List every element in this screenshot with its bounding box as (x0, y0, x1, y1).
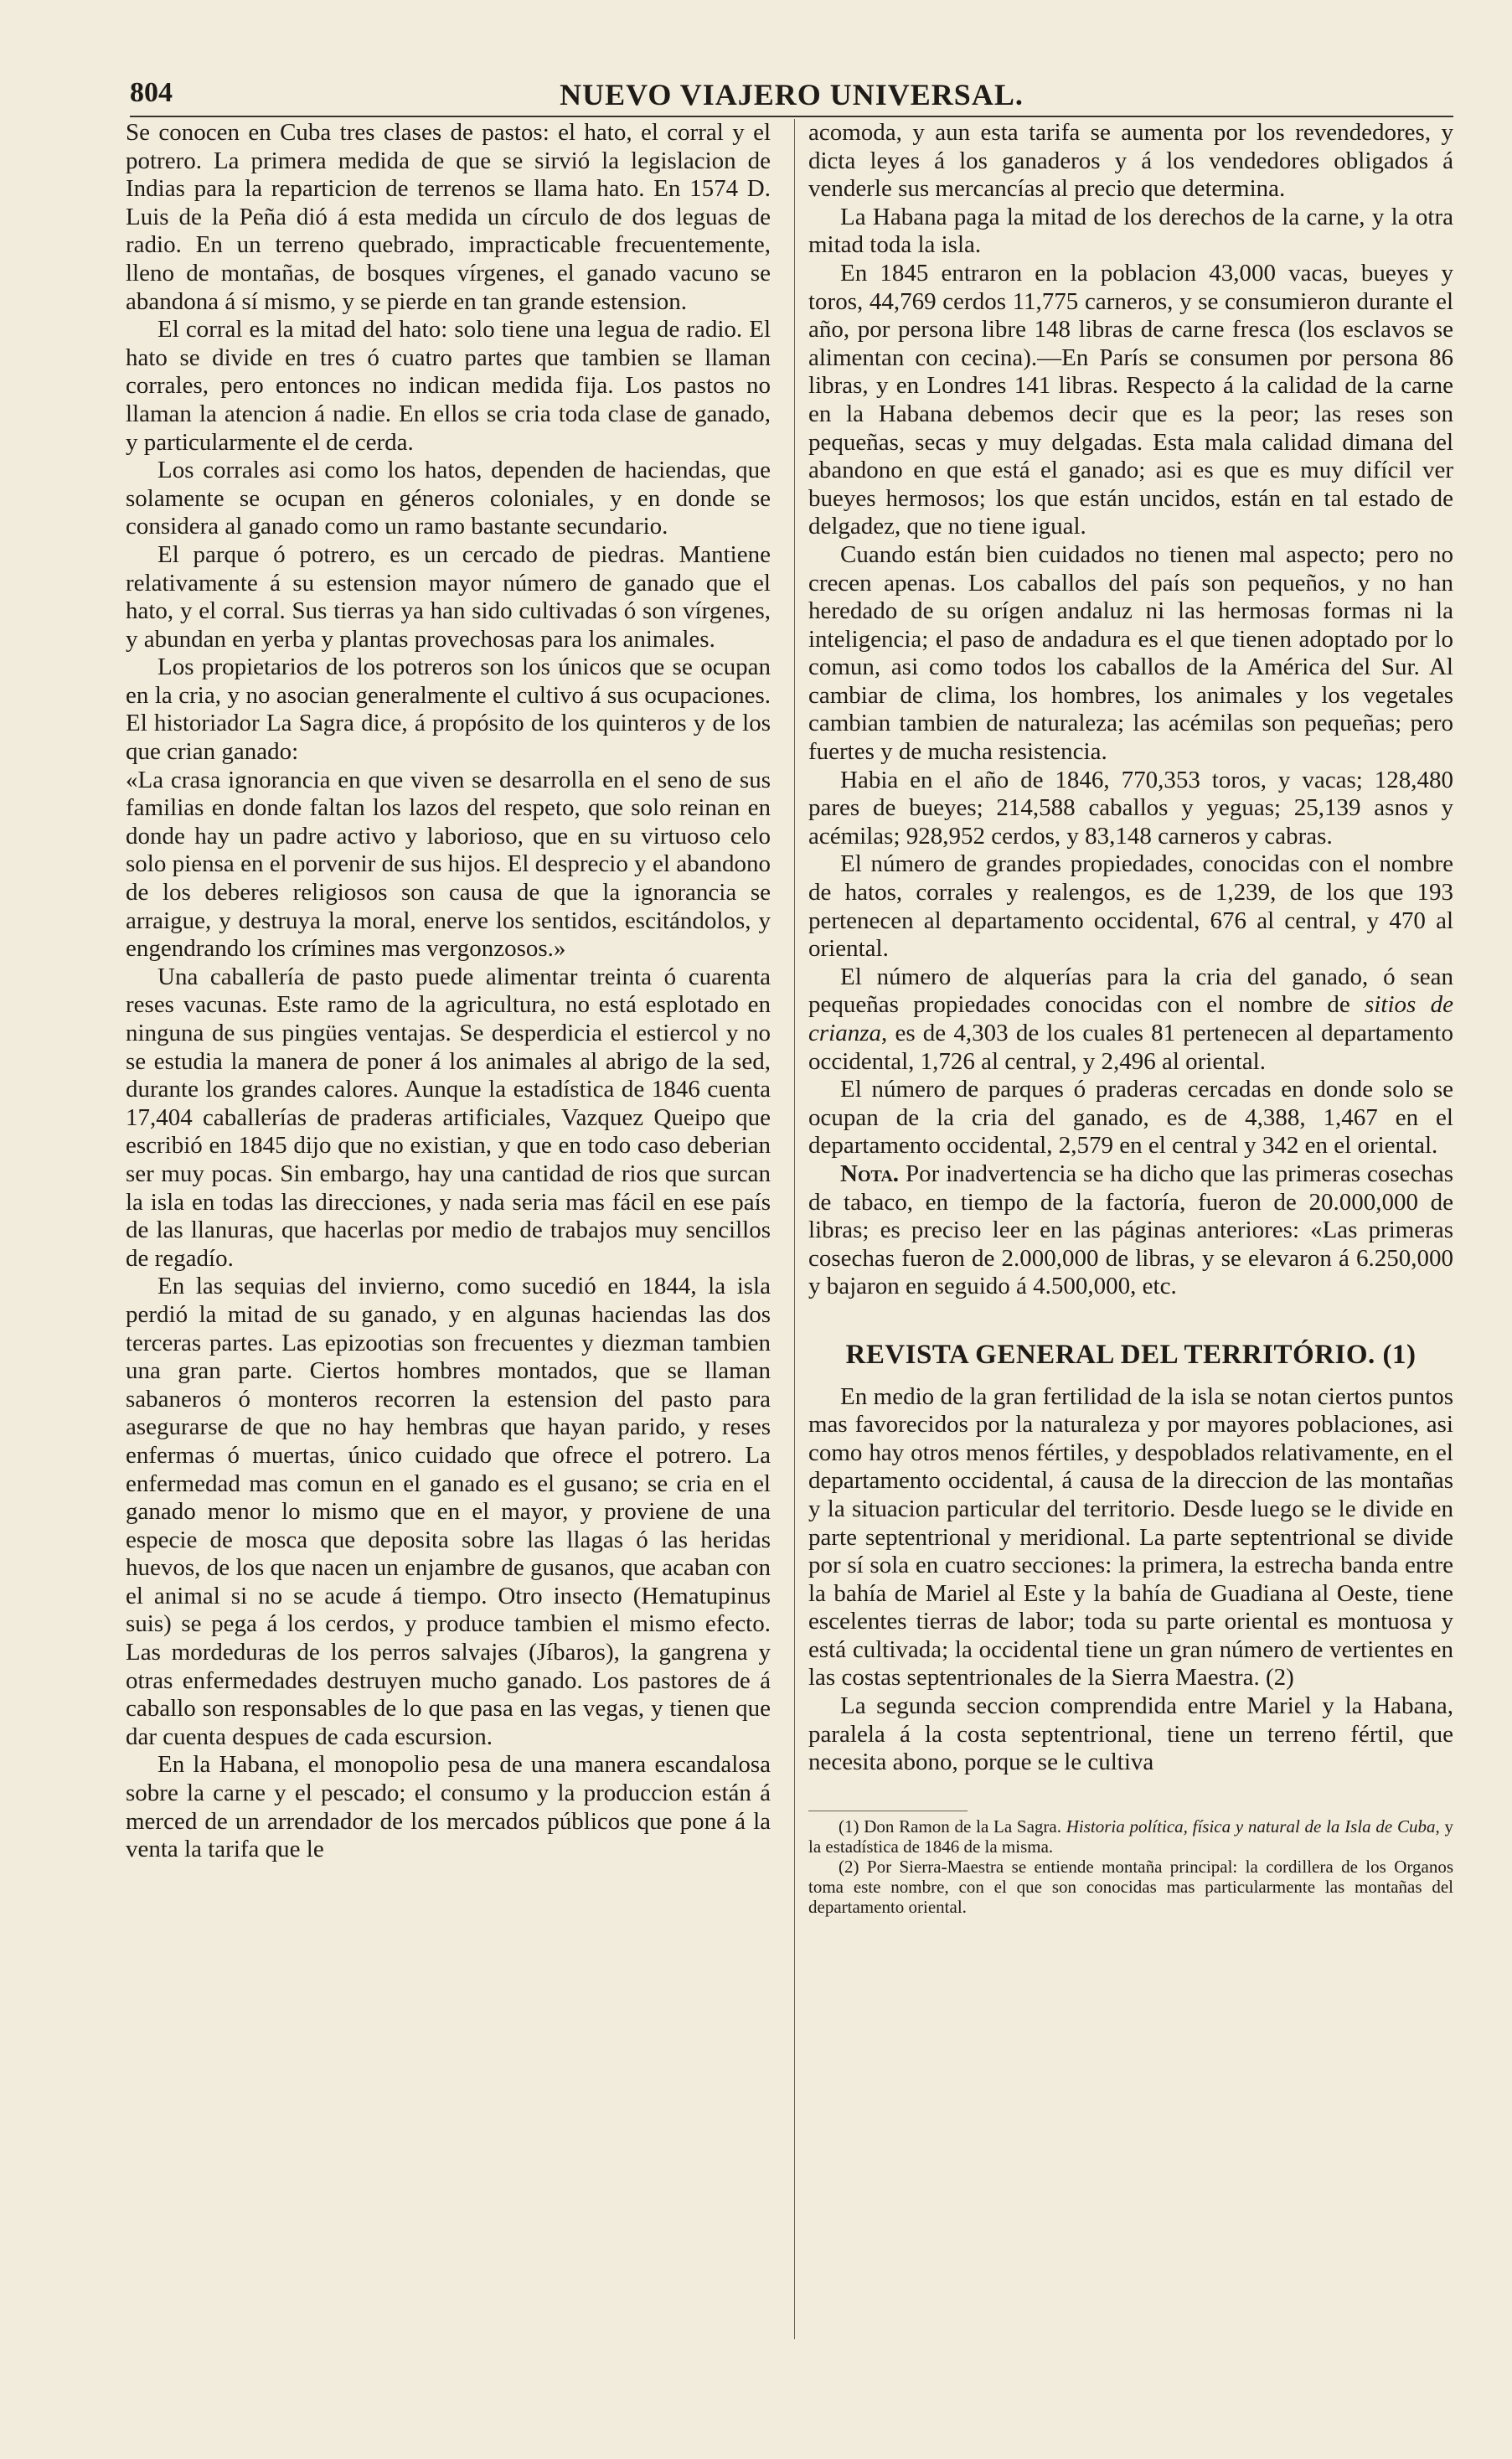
running-title: NUEVO VIAJERO UNIVERSAL. (560, 78, 1024, 111)
italic-title: Historia política, física y natural de la Isla de Cuba (1066, 1816, 1436, 1837)
footnotes (808, 1816, 1453, 1917)
paragraph: El parque ó potrero, es un cercado de piedras. Mantiene relativamente á su estension mayor número de ganado que el hato, y el corral. Sus tierras ya han sido cultivadas ó son vírgenes, y abundan en yerba y plantas provechosas para los animales. (126, 540, 771, 653)
paragraph: En 1845 entraron en la poblacion 43,000 vacas, bueyes y toros, 44,769 cerdos 11,775 carneros, y se consumieron durante el año, por persona libre 148 libras de carne fresca (los esclavos se alimentan con cecina).—En París se consumen por persona 86 libras, y en Londres 141 libras. Respecto á la calidad de la carne en la Habana debemos decir que es la peor; las reses son pequeñas, secas y muy delgadas. Esta mala calidad dimana del abandono en que está el ganado; asi es que es muy difícil ver bueyes hermosos; los que están uncidos, están en tal estado de delgadez, que no tiene igual. (808, 259, 1453, 540)
footnote-1 (808, 1816, 1453, 1857)
la-sagra-quote: «La crasa ignorancia en que viven se desarrolla en el seno de sus familias en donde faltan los lazos del respeto, que solo reinan en donde hay un padre activo y laborioso, que en su virtuoso celo solo piensa en el porvenir de sus hijos. El desprecio y el abandono de los deberes religiosos son causa de que la ignorancia se arraigue, y destruya la moral, enerve los sentidos, escitándolos, y engendrando los crímines mas vergonzosos.» (126, 766, 771, 963)
page-header (130, 77, 1453, 117)
right-column (808, 119, 1453, 1917)
left-column (126, 119, 771, 1864)
paragraph: Una caballería de pasto puede alimentar treinta ó cuarenta reses vacunas. Este ramo de la agricultura, no está esplotado en ninguna de sus pingües ventajas. Se desperdicia el estiercol y no se estudia la manera de poner á los animales al abrigo de la sed, durante los grandes calores. Aunque la estadística de 1846 cuenta 17,404 caballerías de praderas artificiales, Vazquez Queipo que escribió en 1845 dijo que no existian, y que en todo caso deberian ser muy pocas. Sin embargo, hay una cantidad de rios que surcan la isla en todas las direcciones, y nada seria mas fácil en ese país de las llanuras, que hacerlas por medio de trabajos muy sencillos de regadío. (126, 963, 771, 1272)
text-span: (1) Don Ramon de la La Sagra. (839, 1816, 1066, 1837)
text-span: El número de alquerías para la cria del ganado, ó sean pequeñas propiedades conocidas con el nombre de (808, 963, 1453, 1019)
paragraph: acomoda, y aun esta tarifa se aumenta por los revendedores, y dicta leyes á los ganaderos y á los vendedores obligados á venderle sus mercancías al precio que determina. (808, 119, 1453, 203)
paragraph: Cuando están bien cuidados no tienen mal aspecto; pero no crecen apenas. Los caballos del país son pequeños, y no han heredado de su orígen andaluz ni las hermosas formas ni la inteligencia; el paso de andadura es el que tienen adoptado por lo comun, asi como todos los caballos de la América del Sur. Al cambiar de clima, los hombres, los animales y los vegetales cambian tambien de naturaleza; las acémilas son pequeñas; pero fuertes y de mucha resistencia. (808, 540, 1453, 766)
text-span: , y la estadística de 1846 de la misma. (808, 1816, 1453, 1857)
paragraph: Los corrales asi como los hatos, dependen de haciendas, que solamente se ocupan en géneros coloniales, y en donde se considera al ganado como un ramo bastante secundario. (126, 457, 771, 540)
page-number: 804 (130, 77, 173, 108)
nota-text: Por inadvertencia se ha dicho que las primeras cosechas de tabaco, en tiempo de la factoría, fueron de 20.000,000 de libras; es preciso leer en las páginas anteriores: «Las primeras cosechas fueron de 2.000,000 de libras, y se elevaron á 6.250,000 y bajaron en seguido á 4.500,000, etc. (808, 1160, 1453, 1300)
italic-term: sitios de crianza (808, 991, 1453, 1046)
paragraph: La Habana paga la mitad de los derechos de la carne, y la otra mitad toda la isla. (808, 203, 1453, 259)
footnote-2: (2) Por Sierra-Maestra se entiende montaña principal: la cordillera de los Organos toma este nombre, con el que son conocidas mas particularmente las montañas del departamento oriental. (808, 1856, 1453, 1917)
paragraph: Se conocen en Cuba tres clases de pastos: el hato, el corral y el potrero. La primera medida de que se sirvió la legislacion de Indias para la reparticion de terrenos se llama hato. En 1574 D. Luis de la Peña dió á esta medida un círculo de dos leguas de radio. En un terreno quebrado, impracticable frecuentemente, lleno de montañas, de bosques vírgenes, el ganado vacuno se abandona á sí mismo, y se pierde en tan grande estension. (126, 119, 771, 315)
paragraph: Habia en el año de 1846, 770,353 toros, y vacas; 128,480 pares de bueyes; 214,588 caballos y yeguas; 25,139 asnos y acémilas; 928,952 cerdos, y 83,148 carneros y cabras. (808, 766, 1453, 850)
text-span: , es de 4,303 de los cuales 81 pertenecen al departamento occidental, 1,726 al central, y 2,496 al oriental. (808, 1020, 1453, 1075)
section-heading: REVISTA GENERAL DEL TERRITÓRIO. (1) (845, 1339, 1417, 1370)
nota-paragraph (808, 1160, 1453, 1301)
paragraph: Los propietarios de los potreros son los únicos que se ocupan en la cria, y no asocian generalmente el cultivo á sus ocupaciones. El historiador La Sagra dice, á propósito de los quinteros y de los que crian ganado: (126, 653, 771, 766)
paragraph: En las sequias del invierno, como sucedió en 1844, la isla perdió la mitad de su ganado, y en algunas haciendas las dos terceras partes. Las epizootias son frecuentes y diezman tambien una gran parte. Ciertos hombres montados, que se llaman sabaneros ó monteros recorren la estension del pasto para asegurarse de que no hay hembras que hayan parido, y reses enfermas ó muertas, único cuidado que ofrece el potrero. La enfermedad mas comun en el ganado es el gusano; se cria en el ganado menor lo mismo que en el mayor, y proviene de una especie de mosca que deposita sobre las llagas ó las heridas huevos, de los que nacen un enjambre de gusanos, que acaban con el animal si no se acude á tiempo. Otro insecto (Hematupinus suis) se pega á los cerdos, y produce tambien el mismo efecto. Las mordeduras de los perros salvajes (Jíbaros), la gangrena y otras enfermedades destruyen mucho ganado. Los pastores de á caballo son responsables de lo que pasa en las vegas, y tienen que dar cuenta despues de cada escursion. (126, 1273, 771, 1750)
paragraph: En medio de la gran fertilidad de la isla se notan ciertos puntos mas favorecidos por la naturaleza y por mayores poblaciones, asi como hay otros menos fértiles, y despoblados relativamente, en el departamento occidental, á causa de la direccion de las montañas y la situacion particular del territorio. Desde luego se le divide en parte septentrional y meridional. La parte septentrional se divide por sí sola en cuatro secciones: la primera, la estrecha banda entre la bahía de Mariel al Este y la bahía de Guadiana al Oeste, tiene escelentes tierras de labor; toda su parte oriental es montuosa y está cultivada; la occidental tiene un gran número de vertientes en las costas septentrionales de la Sierra Maestra. (2) (808, 1382, 1453, 1692)
paragraph: El corral es la mitad del hato: solo tiene una legua de radio. El hato se divide en tres ó cuatro partes que tambien se llaman corrales, pero entonces no indican medida fija. Los pastos no llaman la atencion á nadie. En ellos se cria toda clase de ganado, y particularmente el de cerda. (126, 316, 771, 456)
paragraph-sitios (808, 963, 1453, 1076)
paragraph: La segunda seccion comprendida entre Mariel y la Habana, paralela á la costa septentrional, tiene un terreno fértil, que necesita abono, porque se le cultiva (808, 1692, 1453, 1776)
paragraph: El número de parques ó praderas cercadas en donde solo se ocupan de la cria del ganado, es de 4,388, 1,467 en el departamento occidental, 2,579 en el central y 342 en el oriental. (808, 1076, 1453, 1160)
column-divider (794, 119, 795, 2339)
paragraph: En la Habana, el monopolio pesa de una manera escandalosa sobre la carne y el pescado; el consumo y la produccion están á merced de un arrendador de los mercados públicos que pone á la venta la tarifa que le (126, 1751, 771, 1863)
nota-label: Nota. (840, 1160, 900, 1187)
paragraph: El número de grandes propiedades, conocidas con el nombre de hatos, corrales y realengos, es de 1,239, de los que 193 pertenecen al departamento occidental, 676 al central, y 470 al oriental. (808, 850, 1453, 963)
